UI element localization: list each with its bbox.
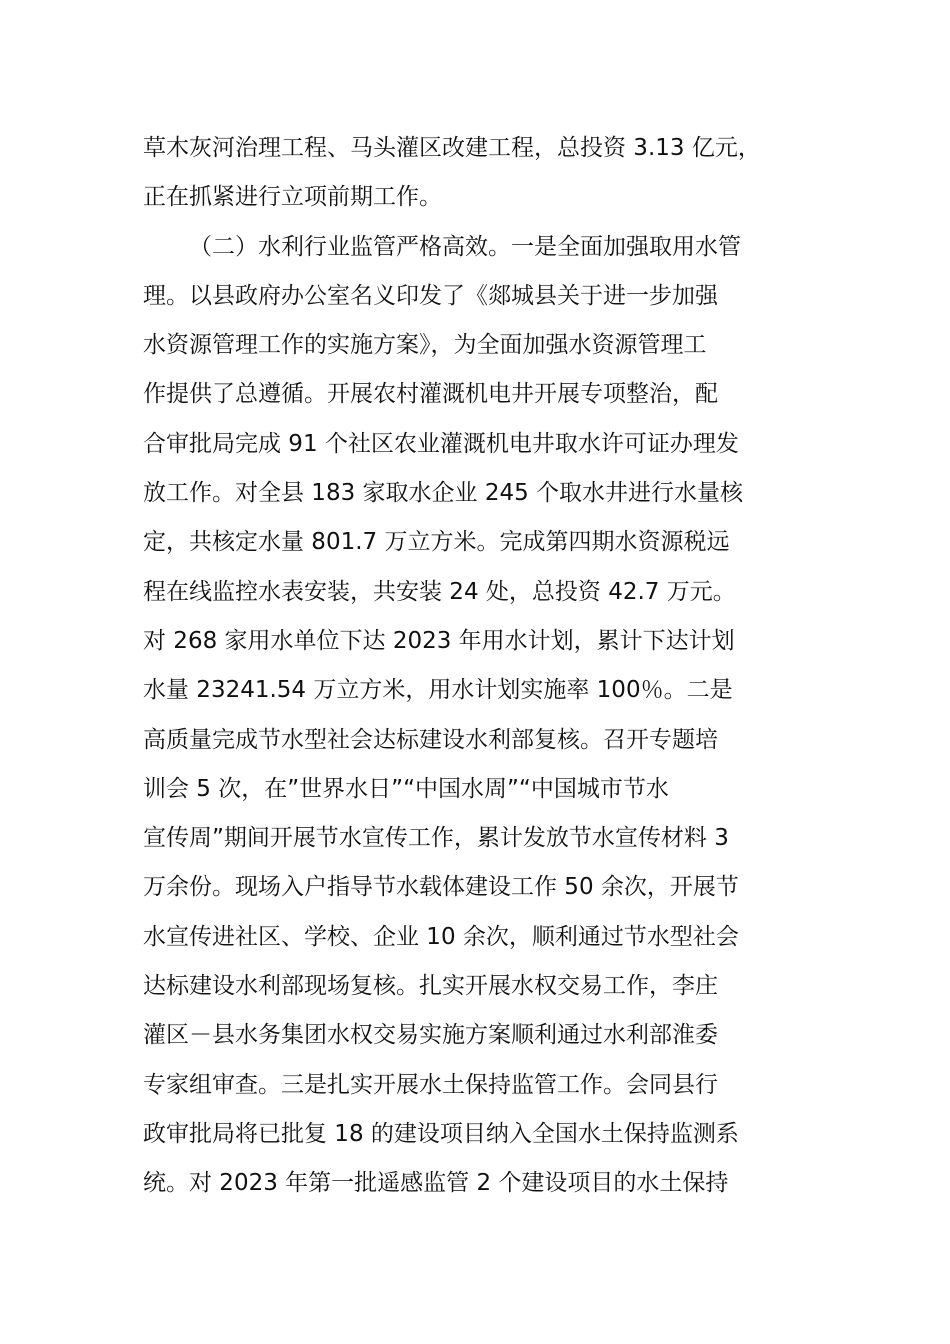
text-line-19: 灌区－县水务集团水权交易实施方案顺利通过水利部淮委 (143, 1022, 718, 1049)
text-line-16: 万余份。现场入户指导节水载体建设工作 50 余次，开展节 (143, 874, 739, 901)
text-line-20: 专家组审查。三是扎实开展水土保持监管工作。会同县行 (143, 1071, 718, 1098)
text-line-15: 宣传周”期间开展节水宣传工作，累计发放节水宣传材料 3 (143, 825, 729, 852)
text-line-10: 程在线监控水表安装，共安装 24 处，总投资 42.7 万元。 (143, 578, 736, 605)
text-line-1: 草木灰河治理工程、马头灌区改建工程，总投资 3.13 亿元， (143, 135, 761, 161)
text-line-11: 对 268 家用水单位下达 2023 年用水计划，累计下达计划 (143, 627, 735, 654)
text-line-12: 水量 23241.54 万立方米，用水计划实施率 100％。二是 (143, 677, 733, 704)
text-line-18: 达标建设水利部现场复核。扎实开展水权交易工作，李庄 (143, 973, 718, 1000)
text-line-5: 水资源管理工作的实施方案》，为全面加强水资源管理工 (143, 332, 707, 359)
body-text (143, 124, 813, 1209)
text-line-17: 水宣传进社区、学校、企业 10 余次，顺利通过节水型社会 (143, 923, 739, 950)
text-line-9: 定，共核定水量 801.7 万立方米。完成第四期水资源税远 (143, 529, 730, 556)
text-line-14: 训会 5 次，在”世界水日”“中国水周”“中国城市节水 (143, 775, 669, 802)
text-line-2: 正在抓紧进行立项前期工作。 (143, 184, 442, 211)
text-line-8: 放工作。对全县 183 家取水企业 245 个取水井进行水量核 (143, 480, 744, 507)
text-line-21: 政审批局将已批复 18 的建设项目纳入全国水土保持监测系 (143, 1120, 739, 1147)
text-line-7: 合审批局完成 91 个社区农业灌溉机电井取水许可证办理发 (143, 430, 739, 457)
text-line-13: 高质量完成节水型社会达标建设水利部复核。召开专题培 (143, 726, 718, 753)
text-line-6: 作提供了总遵循。开展农村灌溉机电井开展专项整治，配 (143, 381, 718, 408)
text-line-4: 理。以县政府办公室名义印发了《郯城县关于进一步加强 (143, 282, 718, 309)
text-line-22: 统。对 2023 年第一批遥感监管 2 个建设项目的水土保持 (143, 1170, 729, 1197)
section-heading-line: （二）水利行业监管严格高效。一是全面加强取用水管 (189, 233, 741, 260)
